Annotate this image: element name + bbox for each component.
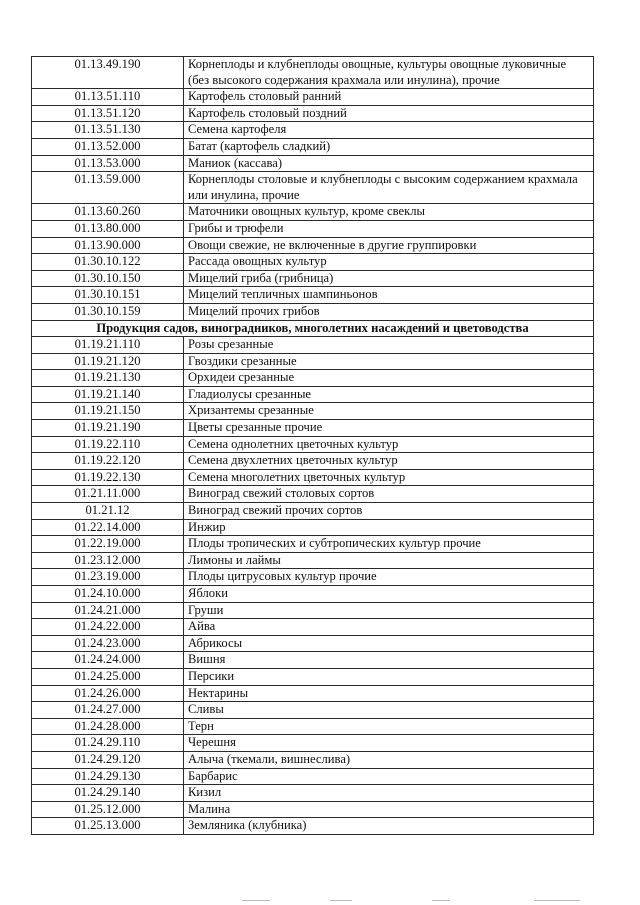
product-code-cell: 01.24.27.000 — [32, 702, 184, 719]
section-header-label: Продукция садов, виноградников, многолетних насаждений и цветоводства — [32, 320, 594, 337]
product-name-cell: Мицелий тепличных шампиньонов — [184, 287, 594, 304]
table-row — [32, 420, 594, 437]
product-code-cell: 01.13.90.000 — [32, 237, 184, 254]
table-row — [32, 519, 594, 536]
table-row — [32, 237, 594, 254]
product-name-cell: Картофель столовый поздний — [184, 105, 594, 122]
table-row — [32, 436, 594, 453]
table-row — [32, 503, 594, 520]
product-code-cell: 01.24.23.000 — [32, 635, 184, 652]
product-name-cell: Гладиолусы срезанные — [184, 386, 594, 403]
product-name-cell: Семена двухлетних цветочных культур — [184, 453, 594, 470]
product-name-cell: Персики — [184, 668, 594, 685]
table-row — [32, 486, 594, 503]
product-code-cell: 01.13.59.000 — [32, 172, 184, 204]
product-code-cell: 01.30.10.159 — [32, 303, 184, 320]
product-name-cell: Вишня — [184, 652, 594, 669]
product-name-cell: Инжир — [184, 519, 594, 536]
product-name-cell: Цветы срезанные прочие — [184, 420, 594, 437]
classification-table-body — [32, 57, 594, 835]
product-code-cell: 01.24.29.130 — [32, 768, 184, 785]
product-code-cell: 01.19.21.110 — [32, 337, 184, 354]
product-name-cell: Рассада овощных культур — [184, 254, 594, 271]
product-name-cell: Кизил — [184, 785, 594, 802]
table-row — [32, 718, 594, 735]
product-name-cell: Семена однолетних цветочных культур — [184, 436, 594, 453]
product-code-cell: 01.13.52.000 — [32, 138, 184, 155]
product-name-cell: Малина — [184, 801, 594, 818]
product-code-cell: 01.19.21.140 — [32, 386, 184, 403]
table-row — [32, 552, 594, 569]
product-code-cell: 01.24.24.000 — [32, 652, 184, 669]
product-name-cell: Земляника (клубника) — [184, 818, 594, 835]
table-row — [32, 57, 594, 89]
table-row — [32, 586, 594, 603]
product-code-cell: 01.23.19.000 — [32, 569, 184, 586]
product-code-cell: 01.24.22.000 — [32, 619, 184, 636]
product-code-cell: 01.24.10.000 — [32, 586, 184, 603]
product-code-cell: 01.19.21.130 — [32, 370, 184, 387]
table-row — [32, 768, 594, 785]
table-row — [32, 536, 594, 553]
product-code-cell: 01.19.22.120 — [32, 453, 184, 470]
table-row — [32, 89, 594, 106]
product-name-cell: Грибы и трюфели — [184, 220, 594, 237]
product-name-cell: Семена картофеля — [184, 122, 594, 139]
table-row — [32, 155, 594, 172]
product-code-cell: 01.22.19.000 — [32, 536, 184, 553]
product-code-cell: 01.25.12.000 — [32, 801, 184, 818]
product-code-cell: 01.25.13.000 — [32, 818, 184, 835]
product-code-cell: 01.19.21.190 — [32, 420, 184, 437]
product-code-cell: 01.23.12.000 — [32, 552, 184, 569]
table-row — [32, 353, 594, 370]
product-name-cell: Маточники овощных культур, кроме свеклы — [184, 204, 594, 221]
table-row — [32, 619, 594, 636]
page-bottom-scan-marks — [0, 898, 640, 904]
table-row — [32, 122, 594, 139]
table-row — [32, 386, 594, 403]
classification-table — [31, 56, 594, 835]
product-code-cell: 01.13.80.000 — [32, 220, 184, 237]
product-code-cell: 01.22.14.000 — [32, 519, 184, 536]
product-code-cell: 01.24.26.000 — [32, 685, 184, 702]
table-row — [32, 602, 594, 619]
product-name-cell: Корнеплоды столовые и клубнеплоды с высоким содержанием крахмала или инулина, прочие — [184, 172, 594, 204]
product-code-cell: 01.19.21.150 — [32, 403, 184, 420]
product-code-cell: 01.30.10.150 — [32, 270, 184, 287]
product-name-cell: Черешня — [184, 735, 594, 752]
product-name-cell: Абрикосы — [184, 635, 594, 652]
table-row — [32, 668, 594, 685]
product-code-cell: 01.24.29.120 — [32, 751, 184, 768]
table-row — [32, 337, 594, 354]
product-name-cell: Барбарис — [184, 768, 594, 785]
product-name-cell: Розы срезанные — [184, 337, 594, 354]
table-row — [32, 652, 594, 669]
product-code-cell: 01.13.51.120 — [32, 105, 184, 122]
product-name-cell: Гвоздики срезанные — [184, 353, 594, 370]
product-code-cell: 01.24.29.140 — [32, 785, 184, 802]
product-code-cell: 01.30.10.122 — [32, 254, 184, 271]
table-row — [32, 254, 594, 271]
table-row — [32, 303, 594, 320]
product-name-cell: Картофель столовый ранний — [184, 89, 594, 106]
table-row — [32, 818, 594, 835]
table-row — [32, 635, 594, 652]
product-name-cell: Семена многолетних цветочных культур — [184, 469, 594, 486]
table-row — [32, 469, 594, 486]
table-row — [32, 287, 594, 304]
product-name-cell: Яблоки — [184, 586, 594, 603]
product-code-cell: 01.24.29.110 — [32, 735, 184, 752]
table-row — [32, 735, 594, 752]
product-code-cell: 01.24.28.000 — [32, 718, 184, 735]
table-row — [32, 569, 594, 586]
product-code-cell: 01.24.25.000 — [32, 668, 184, 685]
product-name-cell: Плоды цитрусовых культур прочие — [184, 569, 594, 586]
table-row — [32, 403, 594, 420]
product-name-cell: Мицелий прочих грибов — [184, 303, 594, 320]
product-code-cell: 01.13.51.110 — [32, 89, 184, 106]
table-row — [32, 801, 594, 818]
table-row — [32, 702, 594, 719]
table-row — [32, 204, 594, 221]
product-name-cell: Нектарины — [184, 685, 594, 702]
product-code-cell: 01.13.49.190 — [32, 57, 184, 89]
table-row — [32, 685, 594, 702]
table-row — [32, 785, 594, 802]
table-row — [32, 453, 594, 470]
product-name-cell: Виноград свежий столовых сортов — [184, 486, 594, 503]
table-row — [32, 270, 594, 287]
product-code-cell: 01.19.22.130 — [32, 469, 184, 486]
table-row — [32, 138, 594, 155]
product-code-cell: 01.30.10.151 — [32, 287, 184, 304]
table-row — [32, 751, 594, 768]
product-name-cell: Терн — [184, 718, 594, 735]
table-row — [32, 172, 594, 204]
product-name-cell: Виноград свежий прочих сортов — [184, 503, 594, 520]
product-name-cell: Мицелий гриба (грибница) — [184, 270, 594, 287]
product-name-cell: Айва — [184, 619, 594, 636]
product-name-cell: Груши — [184, 602, 594, 619]
product-code-cell: 01.21.11.000 — [32, 486, 184, 503]
product-code-cell: 01.19.22.110 — [32, 436, 184, 453]
product-name-cell: Корнеплоды и клубнеплоды овощные, культуры овощные луковичные (без высокого содержания крахмала или инулина), прочие — [184, 57, 594, 89]
product-code-cell: 01.13.53.000 — [32, 155, 184, 172]
product-code-cell: 01.21.12 — [32, 503, 184, 520]
product-name-cell: Плоды тропических и субтропических культур прочие — [184, 536, 594, 553]
product-code-cell: 01.13.60.260 — [32, 204, 184, 221]
product-name-cell: Сливы — [184, 702, 594, 719]
product-name-cell: Маниок (кассава) — [184, 155, 594, 172]
product-name-cell: Лимоны и лаймы — [184, 552, 594, 569]
product-name-cell: Орхидеи срезанные — [184, 370, 594, 387]
product-name-cell: Хризантемы срезанные — [184, 403, 594, 420]
product-code-cell: 01.19.21.120 — [32, 353, 184, 370]
product-name-cell: Овощи свежие, не включенные в другие группировки — [184, 237, 594, 254]
product-code-cell: 01.13.51.130 — [32, 122, 184, 139]
product-name-cell: Алыча (ткемали, вишнеслива) — [184, 751, 594, 768]
section-header-row — [32, 320, 594, 337]
table-row — [32, 220, 594, 237]
product-name-cell: Батат (картофель сладкий) — [184, 138, 594, 155]
product-code-cell: 01.24.21.000 — [32, 602, 184, 619]
table-row — [32, 370, 594, 387]
table-row — [32, 105, 594, 122]
